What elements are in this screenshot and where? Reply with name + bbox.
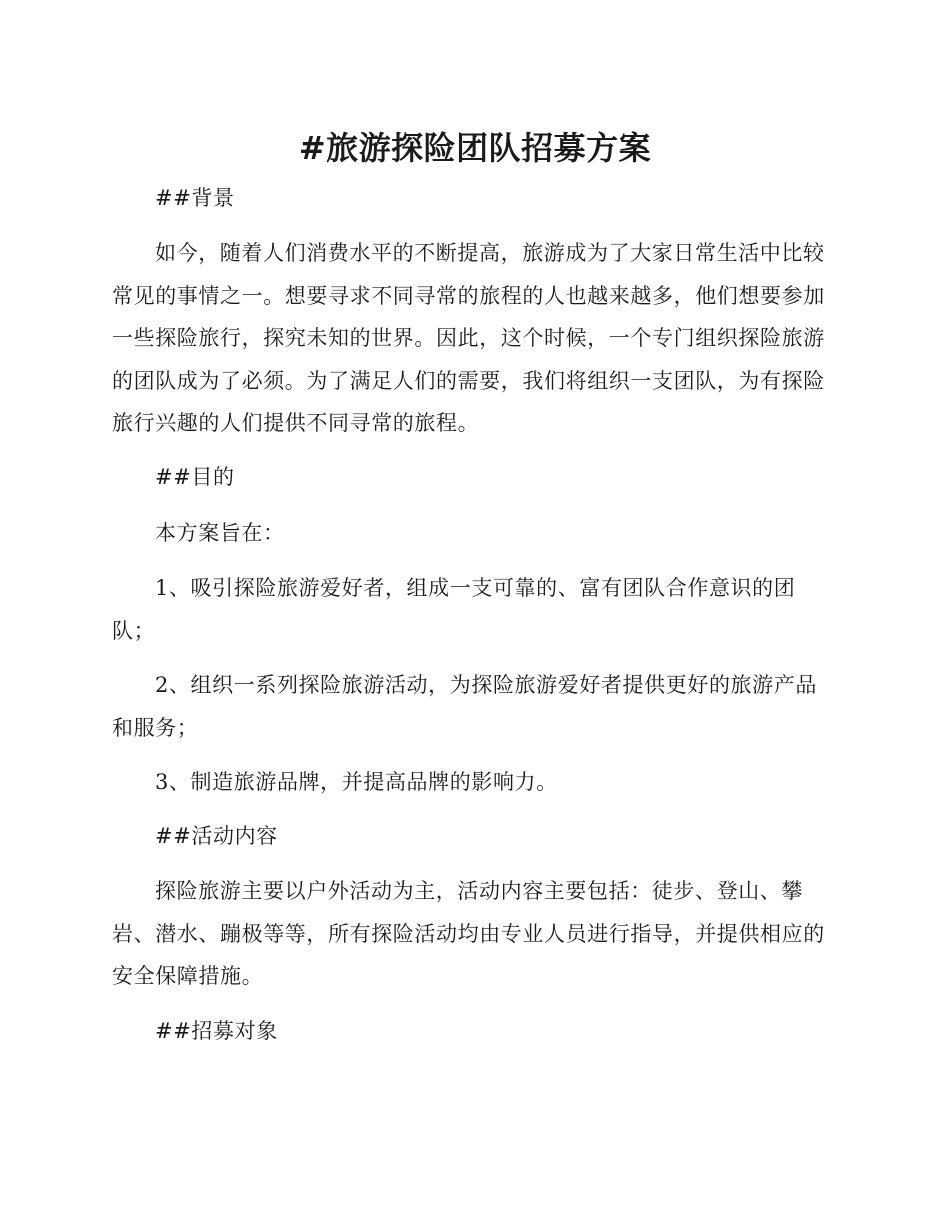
section-heading-recruitment: ##招募对象 [155, 1019, 278, 1043]
paragraph-line: 的团队成为了必须。为了满足人们的需要，我们将组织一支团队，为有探险 [112, 369, 825, 393]
section-heading-purpose: ##目的 [155, 465, 235, 489]
paragraph-line: 本方案旨在： [155, 521, 285, 545]
list-item-line: 2、组织一系列探险旅游活动，为探险旅游爱好者提供更好的旅游产品 [155, 673, 817, 697]
list-item-line: 3、制造旅游品牌，并提高品牌的影响力。 [155, 770, 558, 794]
document-title: #旅游探险团队招募方案 [298, 129, 652, 167]
paragraph-line: 常见的事情之一。想要寻求不同寻常的旅程的人也越来越多，他们想要参加 [112, 284, 825, 308]
list-item-line: 队； [112, 619, 156, 643]
section-heading-background: ##背景 [155, 186, 235, 210]
section-heading-activities: ##活动内容 [155, 824, 278, 848]
paragraph-line: 如今，随着人们消费水平的不断提高，旅游成为了大家日常生活中比较 [155, 241, 825, 265]
list-item-line: 和服务； [112, 716, 199, 740]
list-item-line: 1、吸引探险旅游爱好者，组成一支可靠的、富有团队合作意识的团 [155, 576, 796, 600]
paragraph-line: 岩、潜水、蹦极等等，所有探险活动均由专业人员进行指导，并提供相应的 [112, 922, 825, 946]
paragraph-line: 探险旅游主要以户外活动为主，活动内容主要包括：徒步、登山、攀 [155, 879, 803, 903]
paragraph-line: 一些探险旅行，探究未知的世界。因此，这个时候，一个专门组织探险旅游 [112, 326, 825, 350]
paragraph-line: 旅行兴趣的人们提供不同寻常的旅程。 [112, 411, 480, 435]
paragraph-line: 安全保障措施。 [112, 964, 264, 988]
